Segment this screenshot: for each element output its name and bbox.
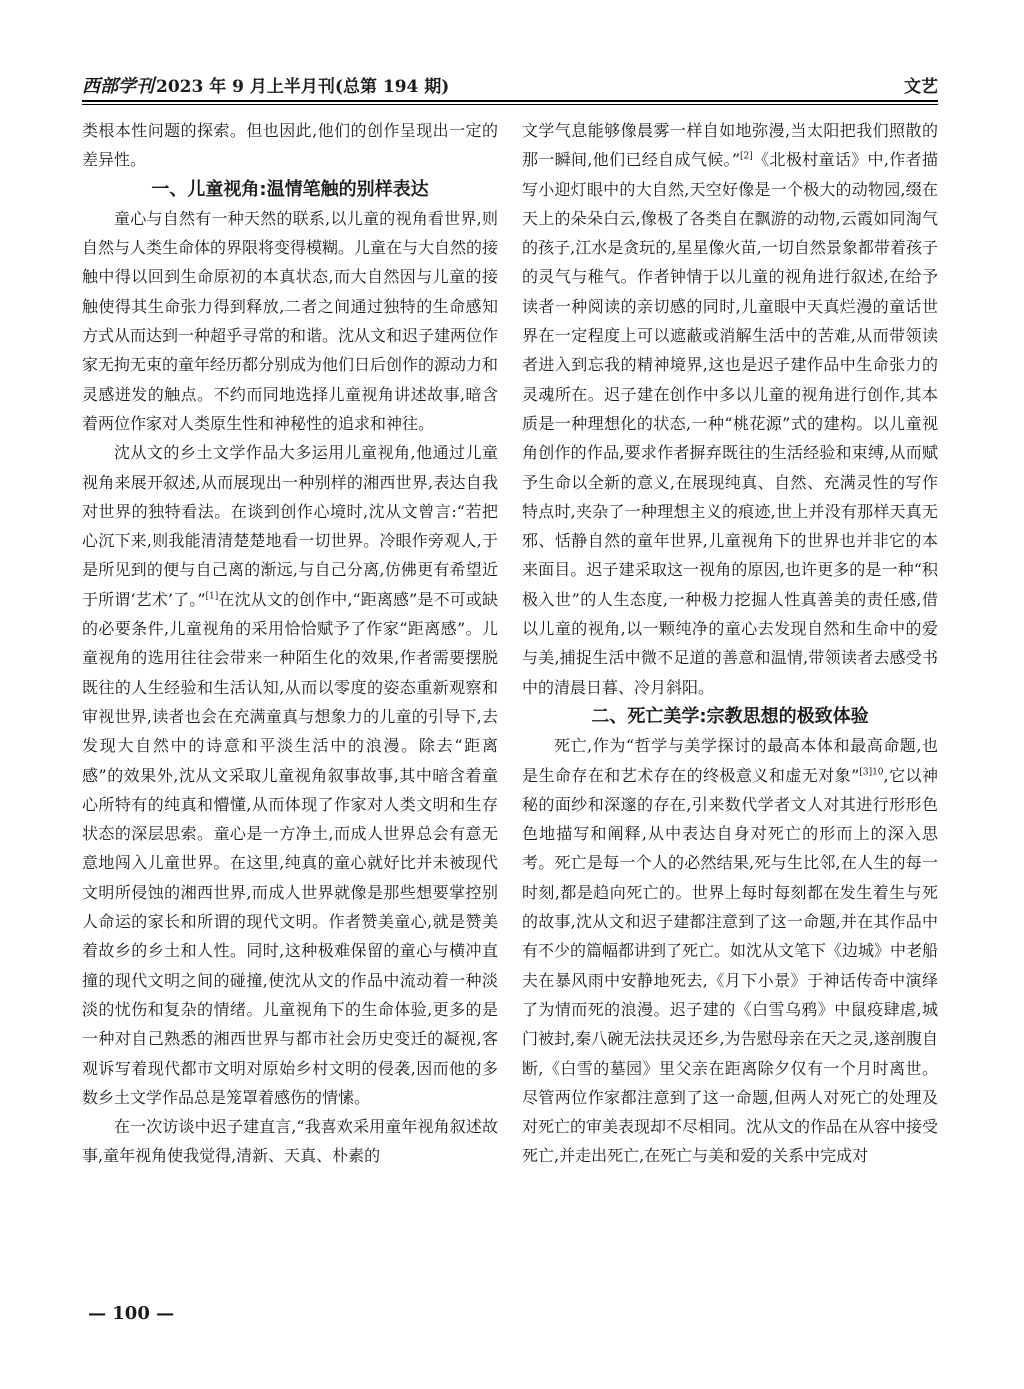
paragraph (522, 116, 938, 702)
section-heading: 二、死亡美学:宗教思想的极致体验 (591, 705, 869, 727)
issue-info: 2023 年 9 月上半月刊(总第 194 期) (156, 77, 450, 97)
citation-ref: [3]10 (859, 767, 884, 778)
paragraph-text: 死亡,作为“哲学与美学探讨的最高本体和最高命题,也是生命存在和艺术存在的终极意义和虚无对象” (522, 736, 938, 785)
header-rule-thin (82, 104, 938, 105)
section-heading: 一、儿童视角:温情笔触的别样表达 (151, 178, 429, 200)
section-label: 文艺 (904, 77, 938, 97)
paragraph-text: 文学气息能够像晨雾一样自如地弥漫,当太阳把我们照散的那一瞬间,他们已经自成气候。” (522, 121, 938, 170)
paragraph (522, 731, 938, 1170)
right-column (522, 116, 938, 1171)
paragraph (82, 438, 498, 1112)
paragraph-text: 《北极村童话》中,作者描写小迎灯眼中的大自然,天空好像是一个极大的动物园,缀在天上的朵朵白云,像极了各类自在飘游的动物,云霞如同淘气的孩子,江水是贪玩的,星星像火苗,一切自然景象都带着孩子的灵气与稚气。作者钟情于以儿童的视角进行叙述,在给予读者一种阅读的亲切感的同时,儿童眼中天真烂漫的童话世界在一定程度上可以遮蔽或消解生活中的苦难,从而带领读者进入到忘我的精神境界,这也是迟子建作品中生命张力的灵魂所在。迟子建在创作中多以儿童的视角进行创作,其本质是一种理想化的状态,一种“桃花源”式的建构。以儿童视角创作的作品,要求作者摒弃既往的生活经验和束缚,从而赋予生命以全新的意义,在展现纯真、自然、充满灵性的写作特点时,夹杂了一种理想主义的痕迹,世上并没有那样天真无邪、恬静自然的童年世界,儿童视角下的世界也并非它的本来面目。迟子建采取这一视角的原因,也许更多的是一种“积极入世”的人生态度,一种极力挖掘人性真善美的责任感,借以儿童的视角,以一颗纯净的童心去发现自然和生命中的爱与美,捕捉生活中微不足道的善意和温情,带领读者去感受书中的清晨日暮、冷月斜阳。 (522, 150, 938, 697)
paragraph-text: 沈从文的乡土文学作品大多运用儿童视角,他通过儿童视角来展开叙述,从而展现出一种别样的湘西世界,表达自我对世界的独特看法。在谈到创作心境时,沈从文曾言:“若把心沉下来,则我能清清楚楚地看一切世界。冷眼作旁观人,于是所见到的便与自己离的渐远,与自己分离,仿佛更有希望近于所谓‘艺术’了。” (82, 443, 498, 609)
left-column (82, 116, 498, 1171)
page-number: — 100 — (88, 1303, 175, 1324)
citation-ref: [1] (205, 591, 219, 602)
paragraph: 在一次访谈中迟子建直言,“我喜欢采用童年视角叙述故事,童年视角使我觉得,清新、天真、朴素的 (82, 1117, 498, 1166)
page-header (82, 70, 938, 100)
paragraph-text: 在沈从文的创作中,“距离感”是不可或缺的必要条件,儿童视角的采用恰恰赋予了作家“距离感”。儿童视角的选用往往会带来一种陌生化的效果,作者需要摆脱既往的人生经验和生活认知,从而以零度的姿态重新观察和审视世界,读者也会在充满童真与想象力的儿童的引导下,去发现大自然中的诗意和平淡生活中的浪漫。除去“距离感”的效果外,沈从文采取儿童视角叙事故事,其中暗含着童心所特有的纯真和懵懂,从而体现了作家对人类文明和生存状态的深层思索。童心是一方净土,而成人世界总会有意无意地闯入儿童世界。在这里,纯真的童心就好比并未被现代文明所侵蚀的湘西世界,而成人世界就像是那些想要掌控别人命运的家长和所谓的现代文明。作者赞美童心,就是赞美着故乡的乡土和人性。同时,这种极难保留的童心与横冲直撞的现代文明之间的碰撞,使沈从文的作品中流动着一种淡淡的忧伤和复杂的情绪。儿童视角下的生命体验,更多的是一种对自己熟悉的湘西世界与都市社会历史变迁的凝视,客观诉写着现代都市文明对原始乡村文明的侵袭,因而他的多数乡土文学作品总是笼罩着感伤的情愫。 (82, 589, 498, 1107)
header-rule (82, 100, 938, 102)
citation-ref: [2] (740, 151, 753, 162)
paragraph: 童心与自然有一种天然的联系,以儿童的视角看世界,则自然与人类生命体的界限将变得模糊。儿童在与大自然的接触中得以回到生命原初的本真状态,而大自然因与儿童的接触使得其生命张力得到释放,二者之间通过独特的生命感知方式从而达到一种超乎寻常的和谐。沈从文和迟子建两位作家无拘无束的童年经历都分别成为他们日后创作的源动力和灵感迸发的触点。不约而同地选择儿童视角讲述故事,暗含着两位作家对人类原生性和神秘性的追求和神往。 (82, 208, 499, 433)
paragraph-text: ,它以神秘的面纱和深邃的存在,引来数代学者文人对其进行形形色色地描写和阐释,从中表达自身对死亡的形而上的深入思考。死亡是每一个人的必然结果,死与生比邻,在人生的每一时刻,都是趋向死亡的。世界上每时每刻都在发生着生与死的故事,沈从文和迟子建都注意到了这一命题,并在其作品中有不少的篇幅都讲到了死亡。如沈从文笔下《边城》中老船夫在暴风雨中安静地死去,《月下小景》于神话传奇中演绎了为情而死的浪漫。迟子建的《白雪乌鸦》中鼠疫肆虐,城门被封,秦八碗无法扶灵还乡,为告慰母亲在天之灵,遂剖腹自断,《白雪的墓园》里父亲在距离除夕仅有一个月时离世。尽管两位作家都注意到了这一命题,但两人对死亡的处理及对死亡的审美表现却不尽相同。沈从文的作品在从容中接受死亡,并走出死亡,在死亡与美和爱的关系中完成对 (522, 765, 939, 1166)
header-journal (82, 72, 449, 98)
journal-logo: 西部学刊 (82, 76, 154, 97)
paragraph: 类根本性问题的探索。但也因此,他们的创作呈现出一定的差异性。 (82, 121, 498, 170)
